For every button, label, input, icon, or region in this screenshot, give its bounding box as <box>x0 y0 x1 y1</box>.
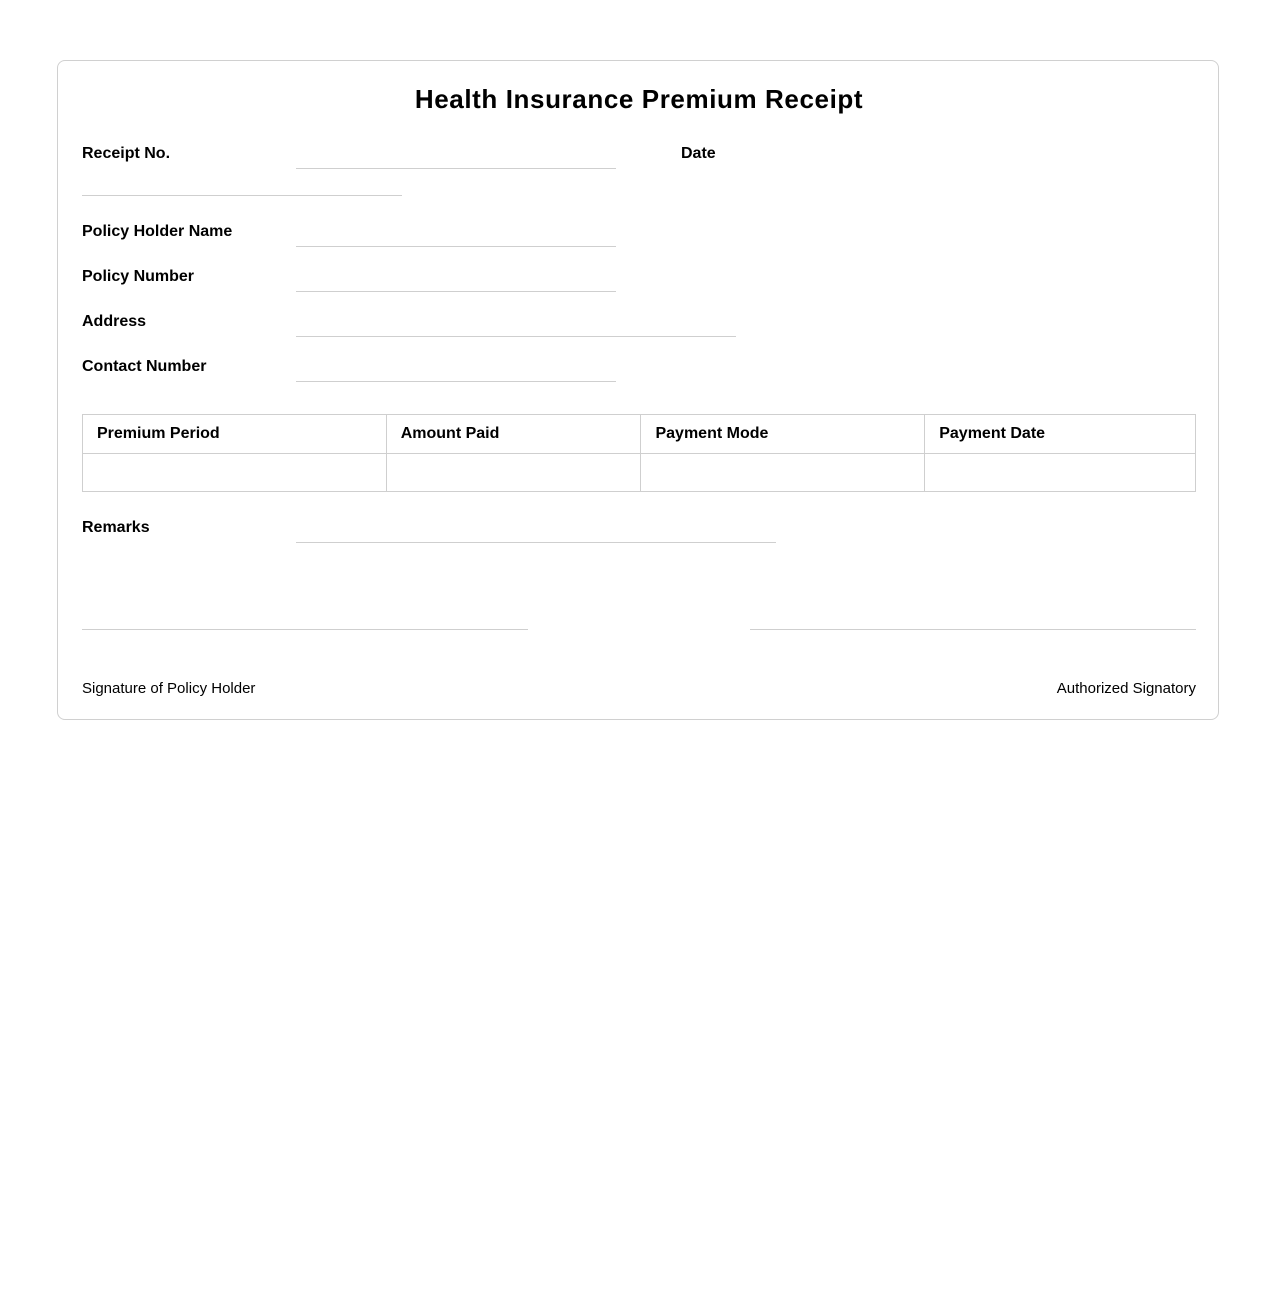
payment-date-cell[interactable] <box>925 454 1196 492</box>
header-payment-date: Payment Date <box>925 415 1196 454</box>
address-field[interactable] <box>296 336 736 337</box>
remarks-field[interactable] <box>296 542 776 543</box>
contact-number-label: Contact Number <box>82 358 207 375</box>
policy-number-field[interactable] <box>296 291 616 292</box>
header-premium-period: Premium Period <box>83 415 387 454</box>
contact-number-field[interactable] <box>296 381 616 382</box>
authorized-signatory-label: Authorized Signatory <box>1056 680 1196 697</box>
table-header-row <box>83 415 1196 454</box>
date-label: Date <box>681 145 716 162</box>
policy-number-label: Policy Number <box>82 268 195 285</box>
policy-holder-name-label: Policy Holder Name <box>82 223 233 240</box>
receipt-no-label: Receipt No. <box>82 145 171 162</box>
remarks-label: Remarks <box>82 519 150 536</box>
date-field[interactable] <box>82 195 402 196</box>
payment-table <box>82 414 1196 492</box>
table-row <box>83 454 1196 492</box>
policy-holder-signature-label: Signature of Policy Holder <box>82 680 256 697</box>
page-title: Health Insurance Premium Receipt <box>414 84 864 114</box>
address-label: Address <box>82 313 147 330</box>
authorized-signature-line <box>750 629 1196 630</box>
policy-holder-name-field[interactable] <box>296 246 616 247</box>
amount-paid-cell[interactable] <box>386 454 641 492</box>
premium-period-cell[interactable] <box>83 454 387 492</box>
policy-holder-signature-line <box>82 629 528 630</box>
header-amount-paid: Amount Paid <box>386 415 641 454</box>
header-payment-mode: Payment Mode <box>641 415 925 454</box>
payment-mode-cell[interactable] <box>641 454 925 492</box>
receipt-no-field[interactable] <box>296 168 616 169</box>
receipt-card <box>57 60 1219 720</box>
